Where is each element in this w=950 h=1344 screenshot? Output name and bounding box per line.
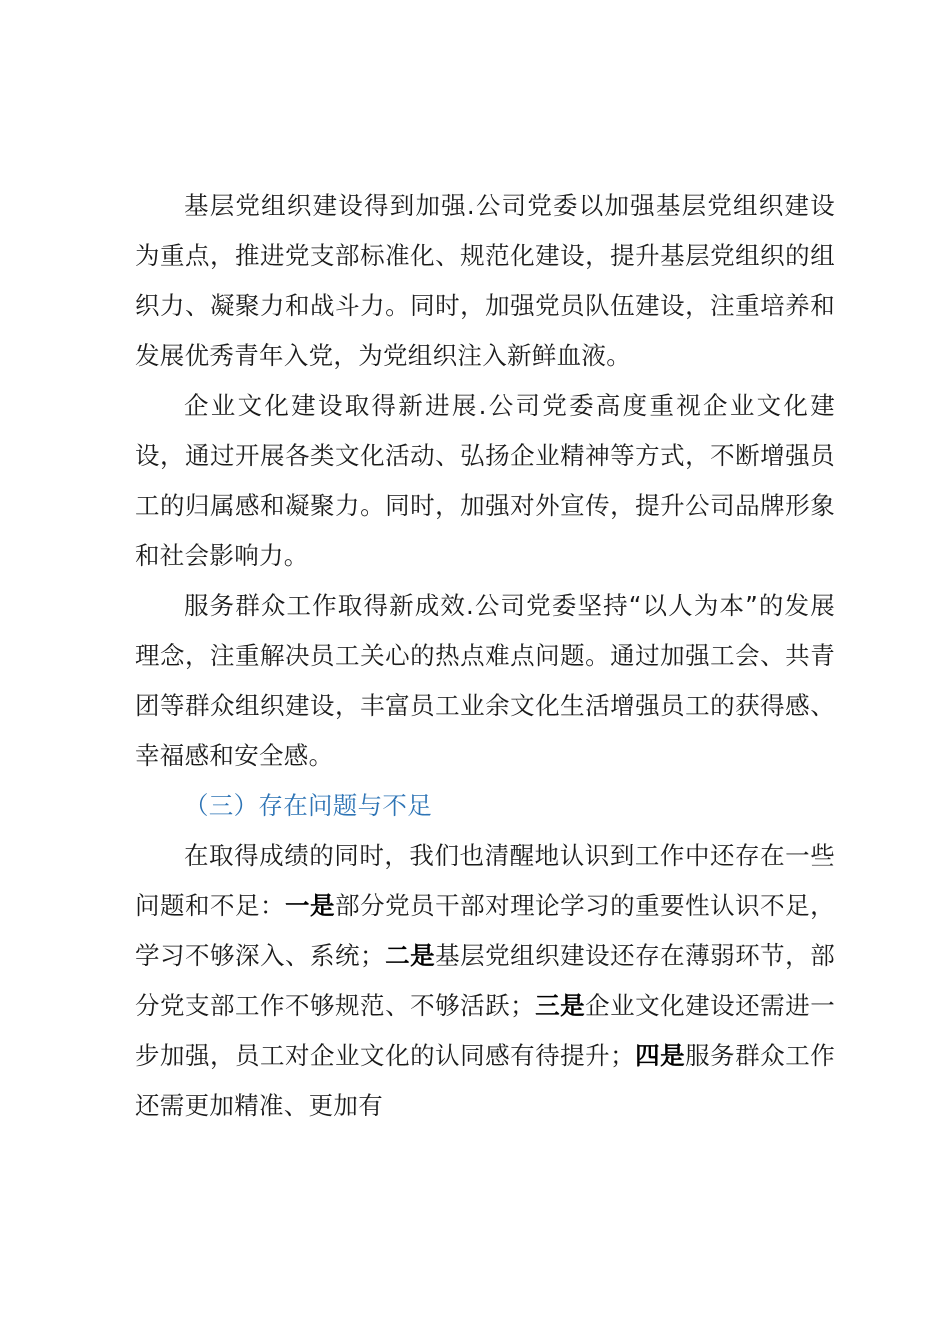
problem-text-3: 企业文化建设还需进一步加强，员工对企业文化的认同感有待提升； <box>135 991 835 1070</box>
paragraph-party-organization: 基层党组织建设得到加强.公司党委以加强基层党组织建设为重点，推进党支部标准化、规范化建设，提升基层党组织的组织力、凝聚力和战斗力。同时，加强党员队伍建设，注重培养和发展优秀青年入党，为党组织注入新鲜血液。 <box>135 191 835 370</box>
paragraph-serving-masses: 服务群众工作取得新成效.公司党委坚持“以人为本”的发展理念，注重解决员工关心的热点难点问题。通过加强工会、共青团等群众组织建设，丰富员工业余文化生活增强员工的获得感、幸福感和安全感。 <box>135 591 835 770</box>
problems-intro: 在取得成绩的同时，我们也清醒地认识到工作中还存在一些问题和不足： <box>135 841 835 920</box>
problem-marker-2: 二是 <box>384 941 436 970</box>
paragraph-problems <box>135 831 835 1131</box>
problem-marker-4: 四是 <box>634 1041 686 1070</box>
problem-text-1: 部分党员干部对理论学习的重要性认识不足，学习不够深入、系统； <box>135 891 835 970</box>
document-body <box>135 181 835 1131</box>
section-heading: （三）存在问题与不足 <box>184 791 432 820</box>
problem-text-2: 基层党组织建设还存在薄弱环节，部分党支部工作不够规范、不够活跃； <box>135 941 835 1020</box>
problem-marker-1: 一是 <box>285 891 336 920</box>
paragraph-corporate-culture: 企业文化建设取得新进展.公司党委高度重视企业文化建设，通过开展各类文化活动、弘扬企业精神等方式，不断增强员工的归属感和凝聚力。同时，加强对外宣传，提升公司品牌形象和社会影响力。 <box>135 391 835 570</box>
problem-marker-3: 三是 <box>534 991 586 1020</box>
problem-text-4: 服务群众工作还需更加精准、更加有 <box>135 1041 836 1120</box>
